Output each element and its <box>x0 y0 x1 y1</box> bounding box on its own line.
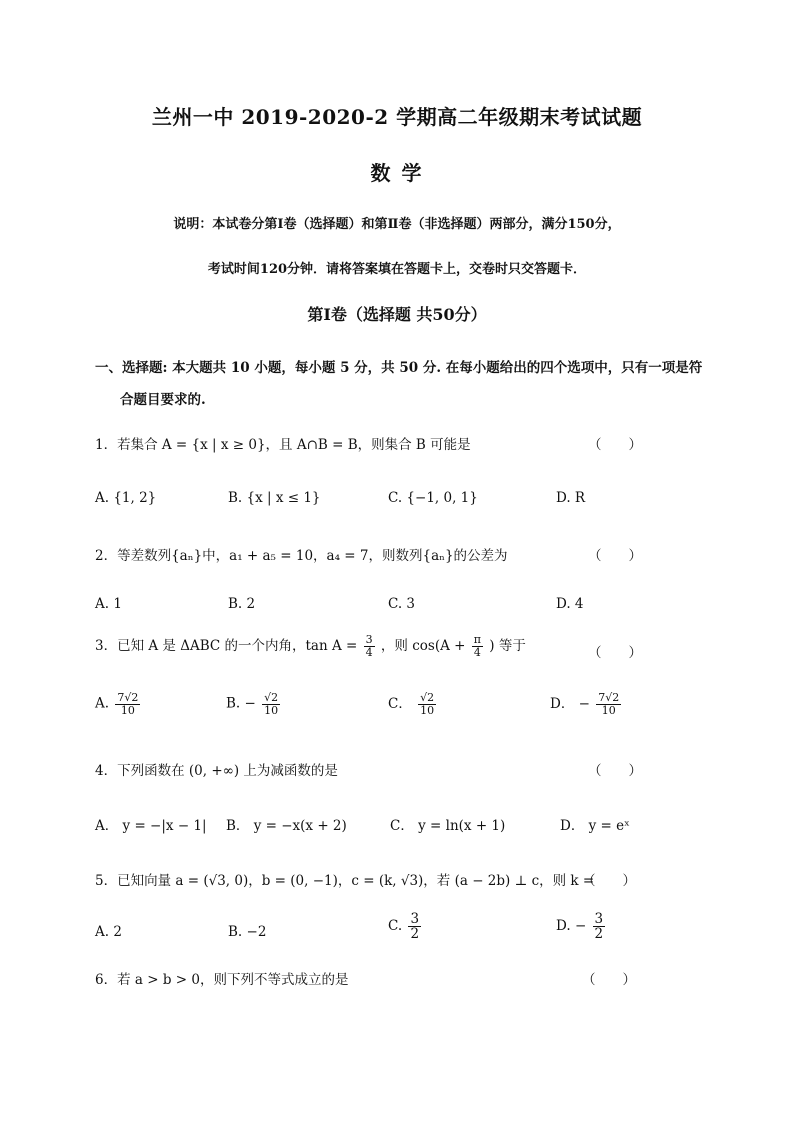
q3-b-label: B. <box>226 695 241 712</box>
q5-c-den: 2 <box>410 926 420 943</box>
q3-c-num: √2 <box>420 691 435 705</box>
q3-d-den: 10 <box>601 704 616 717</box>
q3-b-fraction <box>262 692 280 716</box>
q3-text-mid: ，则 cos(A + <box>380 638 466 654</box>
q5-d-label: D. <box>556 918 571 935</box>
q3-fraction-tan <box>364 634 375 658</box>
q3-frac2-den: 4 <box>473 646 481 659</box>
q3-frac1-num: 3 <box>365 633 373 647</box>
q5-c-num: 3 <box>410 911 420 927</box>
q3-c-label: C． <box>388 696 412 712</box>
q3-d-fraction <box>596 692 621 716</box>
q3-c-den: 10 <box>420 704 435 717</box>
q4-option-a: A． y = −|x − 1| <box>95 818 207 834</box>
q3-c-fraction <box>418 692 436 716</box>
q1-option-d: D. R <box>556 490 586 506</box>
q5-option-d <box>556 912 607 941</box>
q1-option-a: A. {1, 2} <box>95 490 157 506</box>
section-heading-cont: 合题目要求的. <box>120 392 206 408</box>
q3-a-label: A. <box>95 695 110 712</box>
question-6: 6．若 a > b > 0，则下列不等式成立的是 <box>95 972 349 988</box>
answer-blank-3: （ ） <box>588 645 642 661</box>
q4-option-c: C． y = ln(x + 1) <box>390 818 506 834</box>
q5-c-fraction <box>408 912 421 941</box>
q5-d-sign: − <box>574 918 587 935</box>
q5-d-den: 2 <box>594 926 604 943</box>
subject-title: 数 学 <box>370 161 424 185</box>
q4-option-b: B． y = −x(x + 2) <box>226 818 347 834</box>
q3-d-num: 7√2 <box>598 691 620 705</box>
question-1: 1．若集合 A = {x | x ≥ 0}，且 A∩B = B，则集合 B 可能是 <box>95 437 471 453</box>
q3-text-pre: 3．已知 A 是 ΔABC 的一个内角，tan A = <box>95 638 358 654</box>
question-3 <box>95 634 526 659</box>
q3-option-c <box>388 692 438 717</box>
question-4: 4．下列函数在 (0, +∞) 上为减函数的是 <box>95 763 338 779</box>
q5-option-a: A. 2 <box>95 924 122 940</box>
q5-c-label: C. <box>388 918 403 935</box>
q5-option-b: B. −2 <box>228 924 267 940</box>
q3-a-fraction <box>115 692 140 716</box>
section-heading: 一、选择题: 本大题共 10 小题，每小题 5 分，共 50 分. 在每小题给出的四个选项中，只有一项是符 <box>95 360 703 376</box>
answer-blank-1: （ ） <box>588 437 642 453</box>
q1-option-c: C. {−1, 0, 1} <box>388 490 478 506</box>
q3-frac2-num: π <box>473 633 481 647</box>
q3-option-d <box>550 692 623 717</box>
q5-option-c <box>388 912 423 941</box>
question-5: 5．已知向量 a = (√3, 0)，b = (0, −1)，c = (k, √3)，若 (a − 2b) ⊥ c，则 k = <box>95 873 595 889</box>
q1-option-b: B. {x | x ≤ 1} <box>228 490 321 506</box>
question-2: 2．等差数列{aₙ}中，a₁ + a₅ = 10，a₄ = 7，则数列{aₙ}的公差为 <box>95 548 508 564</box>
answer-blank-2: （ ） <box>588 548 642 564</box>
q3-a-num: 7√2 <box>117 691 139 704</box>
q3-d-sign: − <box>578 696 590 712</box>
answer-blank-4: （ ） <box>588 763 642 779</box>
q3-text-post: ) 等于 <box>489 638 526 654</box>
q2-option-b: B. 2 <box>228 596 256 612</box>
answer-blank-6: （ ） <box>582 972 636 988</box>
q3-frac1-den: 4 <box>365 646 373 659</box>
q3-b-sign: − <box>244 695 256 712</box>
exam-title: 兰州一中 2019-2020-2 学期高二年级期末考试试题 <box>151 105 643 129</box>
answer-blank-5: （ ） <box>582 873 636 889</box>
volume-heading: 第Ⅰ卷（选择题 共50分） <box>307 305 487 324</box>
q5-d-fraction <box>593 912 606 941</box>
instructions-line-2: 考试时间120分钟．请将答案填在答题卡上，交卷时只交答题卡． <box>207 262 587 277</box>
q4-option-d: D． y = eˣ <box>560 818 630 834</box>
q3-d-label: D． <box>550 696 575 712</box>
q5-d-num: 3 <box>594 911 604 927</box>
instructions-line-1: 说明：本试卷分第Ⅰ卷（选择题）和第Ⅱ卷（非选择题）两部分，满分150分， <box>173 217 621 232</box>
q3-b-den: 10 <box>264 703 279 717</box>
q3-b-num: √2 <box>264 691 279 704</box>
q3-fraction-pi <box>472 634 483 658</box>
q2-option-c: C. 3 <box>388 596 416 612</box>
q3-a-den: 10 <box>120 703 135 717</box>
q3-option-b <box>226 692 282 716</box>
q3-option-a <box>95 692 142 716</box>
q2-option-d: D. 4 <box>556 596 584 612</box>
q2-option-a: A. 1 <box>95 596 122 612</box>
